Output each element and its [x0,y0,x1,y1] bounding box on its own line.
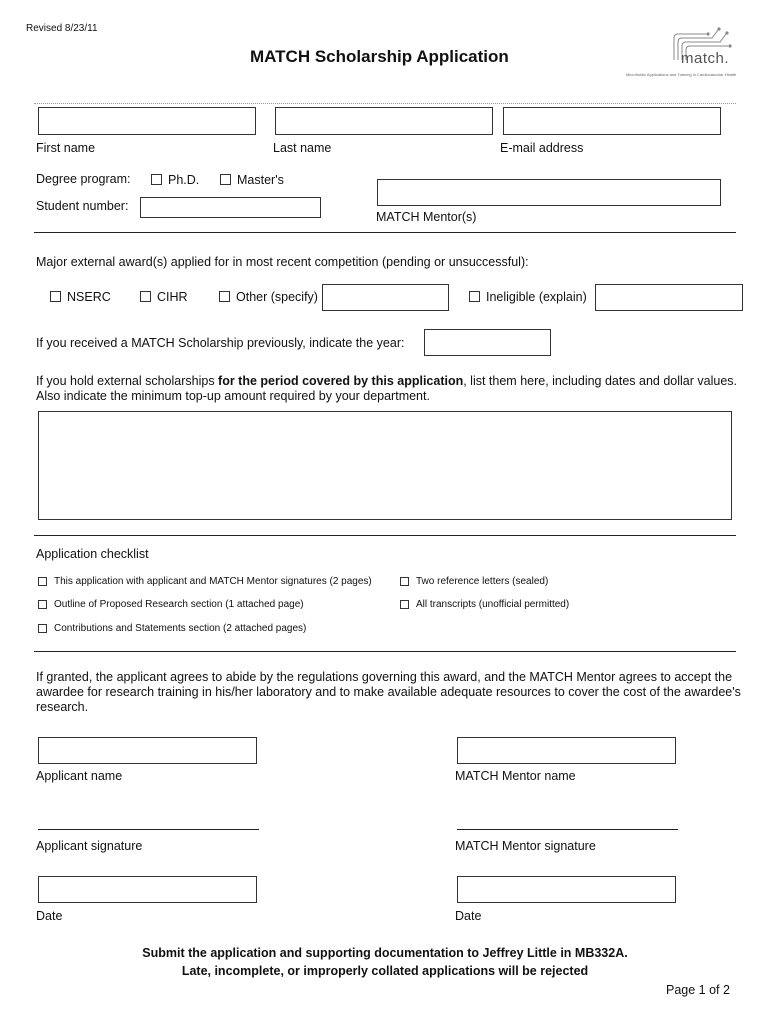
checklist-checkbox-references[interactable] [400,577,409,586]
revised-date: Revised 8/23/11 [26,23,98,34]
page-title: MATCH Scholarship Application [250,47,509,66]
student-number-field[interactable] [140,197,321,218]
masters-label: Master's [237,173,284,187]
applicant-date-field[interactable] [38,876,257,903]
checklist-checkbox-contributions[interactable] [38,624,47,633]
cihr-label: CIHR [157,290,188,304]
nserc-checkbox[interactable] [50,291,61,302]
applicant-signature-line[interactable] [38,829,259,830]
applicant-signature-label: Applicant signature [36,839,143,853]
ineligible-label: Ineligible (explain) [486,290,587,304]
email-field[interactable] [503,107,721,135]
other-specify-field[interactable] [322,284,449,311]
checklist-checkbox-outline[interactable] [38,600,47,609]
checklist-item-signatures: This application with applicant and MATCH Mentor signatures (2 pages) [54,576,372,587]
mentor-name-label: MATCH Mentor name [455,769,576,783]
email-label: E-mail address [500,141,584,155]
other-checkbox[interactable] [219,291,230,302]
agreement-line1: If granted, the applicant agrees to abide by the regulations governing this award, and the MATCH Mentor agrees to accept the [36,670,733,684]
external-scholarships-textarea[interactable] [38,411,732,520]
agreement-line2: awardee for research training in his/her laboratory and to make available adequate resources to cover the cost of the awardee's [36,685,741,699]
submit-instructions: Submit the application and supporting documentation to Jeffrey Little in MB332A. [142,946,628,960]
dotted-divider [34,103,736,104]
applicant-date-label: Date [36,909,63,923]
external-text-post: , list them here, including dates and dollar values. [463,374,738,388]
page-number: Page 1 of 2 [666,983,730,997]
phd-label: Ph.D. [168,173,200,187]
cihr-checkbox[interactable] [140,291,151,302]
nserc-label: NSERC [67,290,111,304]
checklist-title: Application checklist [36,547,149,561]
mentor-signature-line[interactable] [457,829,678,830]
checklist-item-references: Two reference letters (sealed) [416,576,549,587]
degree-program-label: Degree program: [36,172,131,186]
applicant-name-field[interactable] [38,737,257,764]
checklist-item-contributions: Contributions and Statements section (2 attached pages) [54,623,307,634]
checklist-item-outline: Outline of Proposed Research section (1 attached page) [54,599,304,610]
applicant-name-label: Applicant name [36,769,123,783]
previous-question: If you received a MATCH Scholarship previously, indicate the year: [36,336,405,350]
checklist-checkbox-transcripts[interactable] [400,600,409,609]
mentor-date-field[interactable] [457,876,676,903]
masters-checkbox[interactable] [220,174,231,185]
ineligible-checkbox[interactable] [469,291,480,302]
previous-year-field[interactable] [424,329,551,356]
first-name-field[interactable] [38,107,256,135]
external-question-line2: Also indicate the minimum top-up amount required by your department. [36,389,430,403]
awards-question: Major external award(s) applied for in most recent competition (pending or unsuccessful): [36,255,529,269]
first-name-label: First name [36,141,96,155]
logo-tagline: Microfluidic Applications and Training in Cardiovascular Health [626,72,737,77]
external-text-bold: for the period covered by this application [218,374,464,388]
phd-checkbox[interactable] [151,174,162,185]
mentor-signature-label: MATCH Mentor signature [455,839,596,853]
agreement-line3: research. [36,700,89,714]
student-number-label: Student number: [36,199,129,213]
mentor-field[interactable] [377,179,721,206]
other-label: Other (specify) [236,290,318,304]
section-divider [34,651,736,652]
section-divider [34,535,736,536]
mentor-label: MATCH Mentor(s) [376,210,477,224]
last-name-field[interactable] [275,107,493,135]
last-name-label: Last name [273,141,332,155]
logo-text: match. [681,50,730,67]
external-text-pre: If you hold external scholarships [36,374,219,388]
section-divider [34,232,736,233]
checklist-item-transcripts: All transcripts (unofficial permitted) [416,599,570,610]
mentor-name-field[interactable] [457,737,676,764]
ineligible-explain-field[interactable] [595,284,743,311]
rejection-notice: Late, incomplete, or improperly collated applications will be rejected [181,964,589,978]
checklist-checkbox-signatures[interactable] [38,577,47,586]
mentor-date-label: Date [455,909,482,923]
external-question-line1 [36,374,737,388]
